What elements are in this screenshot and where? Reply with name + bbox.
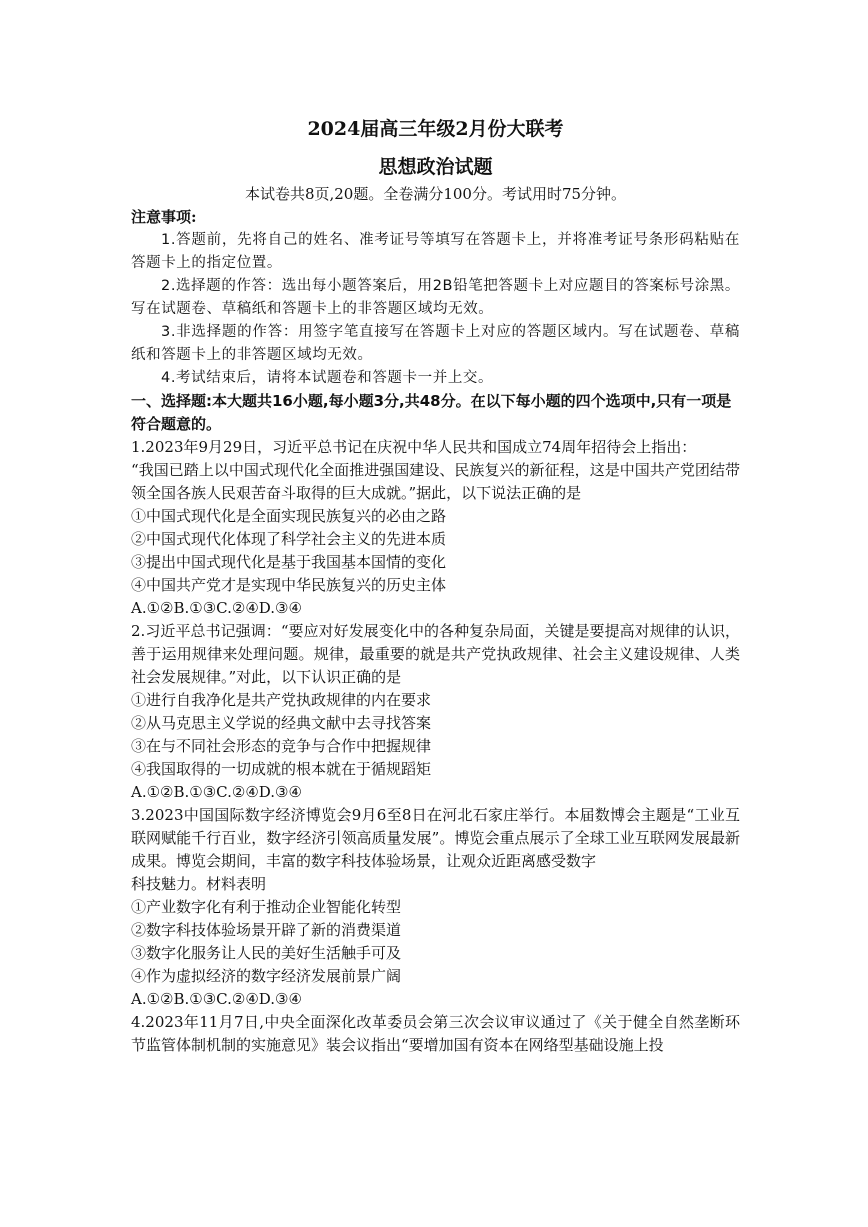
- question-option: ④中国共产党才是实现中华民族复兴的历史主体: [131, 576, 447, 594]
- question-option: ②数字科技体验场景开辟了新的消费渠道: [131, 921, 402, 939]
- answer-choices: A.①②B.①③C.②④D.③④: [131, 783, 302, 801]
- notice-item: 1.答题前，先将自己的姓名、准考证号等填写在答题卡上，并将准考证号条形码粘贴在答题卡上的指定位置。: [131, 232, 740, 271]
- question-stem: 1.2023年9月29日，习近平总书记在庆祝中华人民共和国成立74周年招待会上指出：: [131, 438, 697, 456]
- question-option: ①产业数字化有利于推动企业智能化转型: [131, 898, 402, 916]
- exam-subject: 思想政治试题: [378, 156, 493, 178]
- notice-item: 4.考试结束后，请将本试题卷和答题卡一并上交。: [161, 370, 494, 386]
- question-option: ④我国取得的一切成就的根本就在于循规蹈矩: [131, 760, 432, 778]
- notice-item: 2.选择题的作答：选出每小题答案后，用2B铅笔把答题卡上对应题目的答案标号涂黑。写在试题卷、草稿纸和答题卡上的非答题区域均无效。: [131, 278, 741, 317]
- question-stem-continued: 科技魅力。材料表明: [131, 875, 267, 893]
- question-option: ③提出中国式现代化是基于我国基本国情的变化: [131, 553, 447, 571]
- exam-title: 2024届高三年级2月份大联考: [307, 118, 564, 140]
- question-stem: 4.2023年11月7日,中央全面深化改革委员会第三次会议审议通过了《关于健全自然垄断环节监管体制机制的实施意见》装会议指出“要增加国有资本在网络型基础设施上投: [131, 1013, 740, 1054]
- notice-item: 3.非选择题的作答：用签字笔直接写在答题卡上对应的答题区域内。写在试题卷、草稿纸和答题卡上的非答题区域均无效。: [131, 324, 740, 363]
- question-option: ③数字化服务让人民的美好生活触手可及: [131, 944, 402, 962]
- question-option: ④作为虚拟经济的数字经济发展前景广阔: [131, 967, 402, 985]
- notice-heading: 注意事项:: [131, 208, 197, 226]
- answer-choices: A.①②B.①③C.②④D.③④: [131, 599, 302, 617]
- question-stem: 2.习近平总书记强调：“要应对好发展变化中的各种复杂局面，关键是要提高对规律的认识，善于运用规律来处理问题。规律，最重要的就是共产党执政规律、社会主义建设规律、人类社会发展规律。”对此，以下认识正确的是: [131, 622, 740, 686]
- question-stem: 3.2023中国国际数字经济博览会9月6至8日在河北石家庄举行。本届数博会主题是“工业互联网赋能千行百业，数字经济引领高质量发展”。博览会重点展示了全球工业互联网发展最新成果。博览会期间，丰富的数字科技体验场景，让观众近距离感受数字: [131, 806, 740, 870]
- answer-choices: A.①②B.①③C.②④D.③④: [131, 990, 302, 1008]
- section-heading: 一、选择题:本大题共16小题,每小题3分,共48分。在以下每小题的四个选项中,只有一项是符合题意的。: [131, 392, 732, 433]
- question-quote: “我国已踏上以中国式现代化全面推进强国建设、民族复兴的新征程，这是中国共产党团结带领全国各族人民艰苦奋斗取得的巨大成就。”据此，以下说法正确的是: [131, 461, 740, 502]
- question-option: ②中国式现代化体现了科学社会主义的先进本质: [131, 530, 447, 548]
- exam-info: 本试卷共8页,20题。全卷满分100分。考试用时75分钟。: [244, 185, 627, 203]
- question-option: ③在与不同社会形态的竞争与合作中把握规律: [131, 737, 432, 755]
- question-option: ①进行自我净化是共产党执政规律的内在要求: [131, 691, 432, 709]
- question-option: ②从马克思主义学说的经典文献中去寻找答案: [131, 714, 432, 732]
- question-option: ①中国式现代化是全面实现民族复兴的必由之路: [131, 507, 447, 525]
